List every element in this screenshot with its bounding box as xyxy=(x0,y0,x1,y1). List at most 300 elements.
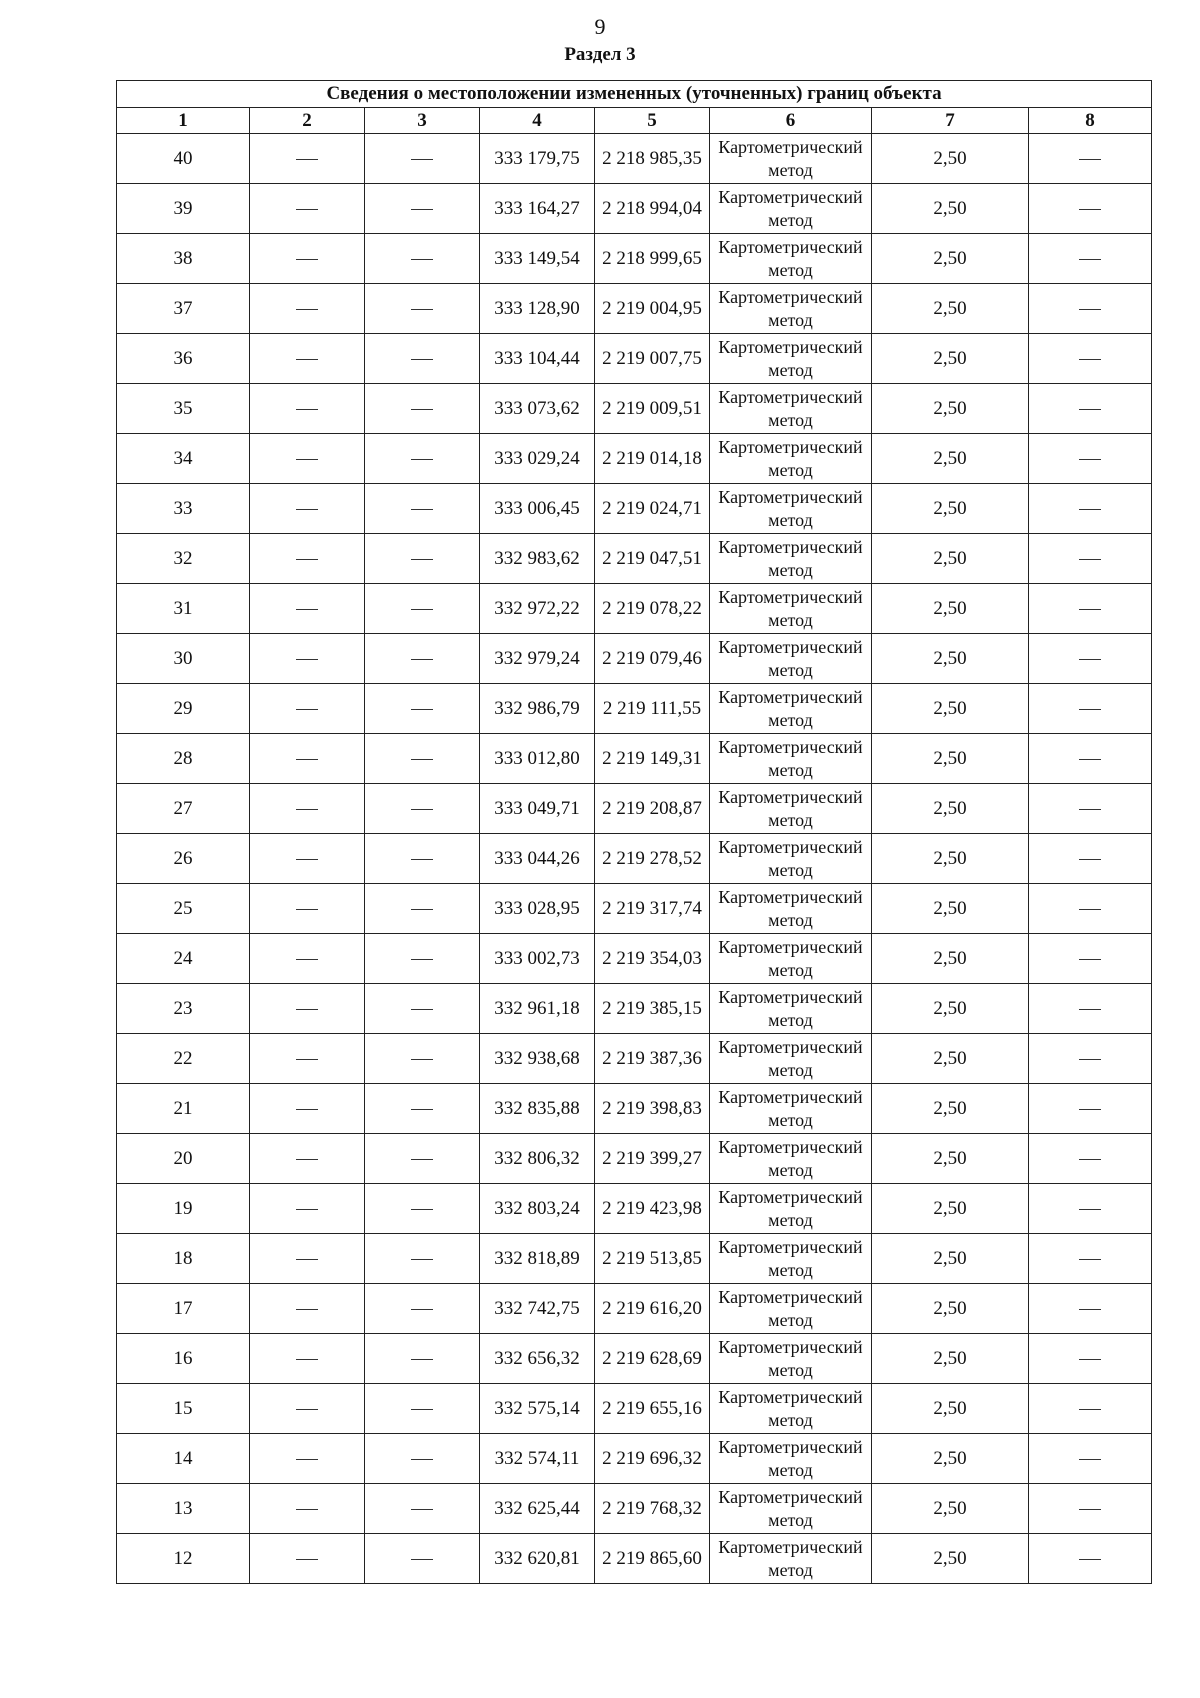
point-number: 40 xyxy=(117,134,250,184)
coordinate-x: 333 028,95 xyxy=(480,884,595,934)
col2-empty xyxy=(250,284,365,334)
dash-mark xyxy=(296,209,318,210)
determination-method: Картометрический метод xyxy=(710,434,872,484)
accuracy-value: 2,50 xyxy=(872,1234,1029,1284)
col8-empty xyxy=(1029,1384,1152,1434)
col8-empty xyxy=(1029,234,1152,284)
point-number: 12 xyxy=(117,1534,250,1584)
coordinate-y: 2 219 655,16 xyxy=(595,1384,710,1434)
dash-mark xyxy=(1079,259,1101,260)
point-number: 26 xyxy=(117,834,250,884)
coordinate-x: 332 742,75 xyxy=(480,1284,595,1334)
determination-method: Картометрический метод xyxy=(710,334,872,384)
col3-empty xyxy=(365,834,480,884)
dash-mark xyxy=(296,1309,318,1310)
dash-mark xyxy=(1079,309,1101,310)
point-number: 13 xyxy=(117,1484,250,1534)
column-number-6: 6 xyxy=(710,108,872,134)
dash-mark xyxy=(411,909,433,910)
determination-method: Картометрический метод xyxy=(710,1334,872,1384)
accuracy-value: 2,50 xyxy=(872,334,1029,384)
coordinate-y: 2 219 385,15 xyxy=(595,984,710,1034)
dash-mark xyxy=(411,1509,433,1510)
dash-mark xyxy=(411,509,433,510)
determination-method: Картометрический метод xyxy=(710,934,872,984)
dash-mark xyxy=(411,809,433,810)
col3-empty xyxy=(365,1034,480,1084)
col3-empty xyxy=(365,1484,480,1534)
column-number-8: 8 xyxy=(1029,108,1152,134)
col3-empty xyxy=(365,1334,480,1384)
point-number: 23 xyxy=(117,984,250,1034)
table-row xyxy=(117,184,1152,234)
col2-empty xyxy=(250,484,365,534)
col3-empty xyxy=(365,184,480,234)
coordinate-x: 332 983,62 xyxy=(480,534,595,584)
dash-mark xyxy=(411,1309,433,1310)
col2-empty xyxy=(250,634,365,684)
col3-empty xyxy=(365,1434,480,1484)
col2-empty xyxy=(250,584,365,634)
col8-empty xyxy=(1029,934,1152,984)
dash-mark xyxy=(1079,859,1101,860)
coordinate-y: 2 218 994,04 xyxy=(595,184,710,234)
col2-empty xyxy=(250,434,365,484)
determination-method: Картометрический метод xyxy=(710,684,872,734)
determination-method: Картометрический метод xyxy=(710,1134,872,1184)
col3-empty xyxy=(365,584,480,634)
col3-empty xyxy=(365,984,480,1034)
column-number-2: 2 xyxy=(250,108,365,134)
dash-mark xyxy=(411,1109,433,1110)
dash-mark xyxy=(411,1459,433,1460)
point-number: 19 xyxy=(117,1184,250,1234)
coordinate-x: 332 972,22 xyxy=(480,584,595,634)
col2-empty xyxy=(250,534,365,584)
col2-empty xyxy=(250,384,365,434)
col8-empty xyxy=(1029,334,1152,384)
coordinate-y: 2 219 111,55 xyxy=(595,684,710,734)
point-number: 17 xyxy=(117,1284,250,1334)
determination-method: Картометрический метод xyxy=(710,184,872,234)
column-number-3: 3 xyxy=(365,108,480,134)
coordinate-x: 332 803,24 xyxy=(480,1184,595,1234)
table-row xyxy=(117,1134,1152,1184)
accuracy-value: 2,50 xyxy=(872,1084,1029,1134)
col2-empty xyxy=(250,1034,365,1084)
dash-mark xyxy=(296,359,318,360)
dash-mark xyxy=(296,1259,318,1260)
coordinate-x: 333 164,27 xyxy=(480,184,595,234)
coordinate-x: 333 002,73 xyxy=(480,934,595,984)
coordinate-y: 2 219 078,22 xyxy=(595,584,710,634)
accuracy-value: 2,50 xyxy=(872,284,1029,334)
accuracy-value: 2,50 xyxy=(872,984,1029,1034)
point-number: 30 xyxy=(117,634,250,684)
col2-empty xyxy=(250,784,365,834)
coordinate-x: 332 575,14 xyxy=(480,1384,595,1434)
coordinate-y: 2 219 354,03 xyxy=(595,934,710,984)
column-number-row xyxy=(117,108,1152,134)
coordinate-y: 2 218 985,35 xyxy=(595,134,710,184)
point-number: 22 xyxy=(117,1034,250,1084)
accuracy-value: 2,50 xyxy=(872,384,1029,434)
coordinate-y: 2 219 423,98 xyxy=(595,1184,710,1234)
dash-mark xyxy=(411,309,433,310)
accuracy-value: 2,50 xyxy=(872,1334,1029,1384)
point-number: 35 xyxy=(117,384,250,434)
col2-empty xyxy=(250,1384,365,1434)
col8-empty xyxy=(1029,184,1152,234)
coordinate-x: 333 044,26 xyxy=(480,834,595,884)
dash-mark xyxy=(411,1259,433,1260)
col8-empty xyxy=(1029,434,1152,484)
table-row xyxy=(117,984,1152,1034)
column-number-4: 4 xyxy=(480,108,595,134)
dash-mark xyxy=(1079,1109,1101,1110)
col2-empty xyxy=(250,934,365,984)
col3-empty xyxy=(365,1534,480,1584)
dash-mark xyxy=(296,309,318,310)
col3-empty xyxy=(365,1084,480,1134)
col3-empty xyxy=(365,1384,480,1434)
coordinate-y: 2 219 004,95 xyxy=(595,284,710,334)
coordinate-x: 333 179,75 xyxy=(480,134,595,184)
col3-empty xyxy=(365,684,480,734)
accuracy-value: 2,50 xyxy=(872,534,1029,584)
col8-empty xyxy=(1029,384,1152,434)
dash-mark xyxy=(1079,409,1101,410)
table-row xyxy=(117,584,1152,634)
dash-mark xyxy=(411,659,433,660)
determination-method: Картометрический метод xyxy=(710,584,872,634)
dash-mark xyxy=(1079,959,1101,960)
coordinate-y: 2 219 696,32 xyxy=(595,1434,710,1484)
col2-empty xyxy=(250,684,365,734)
coordinate-y: 2 219 628,69 xyxy=(595,1334,710,1384)
dash-mark xyxy=(411,959,433,960)
determination-method: Картометрический метод xyxy=(710,1084,872,1134)
accuracy-value: 2,50 xyxy=(872,1184,1029,1234)
col3-empty xyxy=(365,334,480,384)
point-number: 31 xyxy=(117,584,250,634)
col8-empty xyxy=(1029,534,1152,584)
col2-empty xyxy=(250,1484,365,1534)
col2-empty xyxy=(250,734,365,784)
table-row xyxy=(117,1484,1152,1534)
col3-empty xyxy=(365,884,480,934)
determination-method: Картометрический метод xyxy=(710,634,872,684)
dash-mark xyxy=(1079,1059,1101,1060)
coordinate-x: 333 149,54 xyxy=(480,234,595,284)
point-number: 34 xyxy=(117,434,250,484)
col8-empty xyxy=(1029,684,1152,734)
dash-mark xyxy=(411,1159,433,1160)
dash-mark xyxy=(411,209,433,210)
col3-empty xyxy=(365,734,480,784)
dash-mark xyxy=(411,859,433,860)
table-row xyxy=(117,734,1152,784)
point-number: 14 xyxy=(117,1434,250,1484)
dash-mark xyxy=(411,259,433,260)
col8-empty xyxy=(1029,1534,1152,1584)
determination-method: Картометрический метод xyxy=(710,734,872,784)
dash-mark xyxy=(1079,559,1101,560)
col8-empty xyxy=(1029,1134,1152,1184)
dash-mark xyxy=(411,1409,433,1410)
dash-mark xyxy=(296,809,318,810)
dash-mark xyxy=(1079,909,1101,910)
column-number-5: 5 xyxy=(595,108,710,134)
col8-empty xyxy=(1029,284,1152,334)
point-number: 29 xyxy=(117,684,250,734)
accuracy-value: 2,50 xyxy=(872,434,1029,484)
col3-empty xyxy=(365,384,480,434)
dash-mark xyxy=(1079,1409,1101,1410)
dash-mark xyxy=(411,459,433,460)
col3-empty xyxy=(365,1234,480,1284)
table-body xyxy=(117,134,1152,1584)
accuracy-value: 2,50 xyxy=(872,834,1029,884)
col8-empty xyxy=(1029,1284,1152,1334)
col2-empty xyxy=(250,884,365,934)
coordinate-x: 333 012,80 xyxy=(480,734,595,784)
coordinate-x: 333 006,45 xyxy=(480,484,595,534)
determination-method: Картометрический метод xyxy=(710,1034,872,1084)
dash-mark xyxy=(411,1059,433,1060)
accuracy-value: 2,50 xyxy=(872,134,1029,184)
coordinate-x: 332 961,18 xyxy=(480,984,595,1034)
determination-method: Картометрический метод xyxy=(710,1434,872,1484)
coordinate-y: 2 219 014,18 xyxy=(595,434,710,484)
determination-method: Картометрический метод xyxy=(710,284,872,334)
dash-mark xyxy=(296,1359,318,1360)
point-number: 20 xyxy=(117,1134,250,1184)
coordinate-y: 2 219 208,87 xyxy=(595,784,710,834)
col2-empty xyxy=(250,1284,365,1334)
accuracy-value: 2,50 xyxy=(872,884,1029,934)
dash-mark xyxy=(411,709,433,710)
dash-mark xyxy=(296,1109,318,1110)
point-number: 38 xyxy=(117,234,250,284)
point-number: 18 xyxy=(117,1234,250,1284)
coordinate-x: 333 104,44 xyxy=(480,334,595,384)
accuracy-value: 2,50 xyxy=(872,1384,1029,1434)
coordinate-x: 332 620,81 xyxy=(480,1534,595,1584)
table-row xyxy=(117,684,1152,734)
col8-empty xyxy=(1029,784,1152,834)
column-number-7: 7 xyxy=(872,108,1029,134)
table-row xyxy=(117,234,1152,284)
dash-mark xyxy=(1079,609,1101,610)
accuracy-value: 2,50 xyxy=(872,1534,1029,1584)
determination-method: Картометрический метод xyxy=(710,484,872,534)
col8-empty xyxy=(1029,834,1152,884)
col2-empty xyxy=(250,1134,365,1184)
dash-mark xyxy=(296,1459,318,1460)
point-number: 33 xyxy=(117,484,250,534)
point-number: 21 xyxy=(117,1084,250,1134)
col2-empty xyxy=(250,234,365,284)
dash-mark xyxy=(1079,759,1101,760)
point-number: 24 xyxy=(117,934,250,984)
dash-mark xyxy=(1079,709,1101,710)
coordinate-x: 333 049,71 xyxy=(480,784,595,834)
col8-empty xyxy=(1029,1184,1152,1234)
accuracy-value: 2,50 xyxy=(872,1434,1029,1484)
dash-mark xyxy=(296,1559,318,1560)
col2-empty xyxy=(250,1084,365,1134)
determination-method: Картометрический метод xyxy=(710,834,872,884)
determination-method: Картометрический метод xyxy=(710,1234,872,1284)
col8-empty xyxy=(1029,1334,1152,1384)
determination-method: Картометрический метод xyxy=(710,234,872,284)
col2-empty xyxy=(250,1234,365,1284)
determination-method: Картометрический метод xyxy=(710,884,872,934)
coordinate-y: 2 219 047,51 xyxy=(595,534,710,584)
dash-mark xyxy=(296,659,318,660)
table-row xyxy=(117,1334,1152,1384)
table-row xyxy=(117,384,1152,434)
coordinate-x: 332 938,68 xyxy=(480,1034,595,1084)
accuracy-value: 2,50 xyxy=(872,584,1029,634)
determination-method: Картометрический метод xyxy=(710,384,872,434)
accuracy-value: 2,50 xyxy=(872,234,1029,284)
col2-empty xyxy=(250,134,365,184)
dash-mark xyxy=(296,1059,318,1060)
col3-empty xyxy=(365,934,480,984)
determination-method: Картометрический метод xyxy=(710,1284,872,1334)
coordinate-x: 332 835,88 xyxy=(480,1084,595,1134)
accuracy-value: 2,50 xyxy=(872,634,1029,684)
coordinate-y: 2 219 024,71 xyxy=(595,484,710,534)
col2-empty xyxy=(250,834,365,884)
dash-mark xyxy=(1079,459,1101,460)
col3-empty xyxy=(365,484,480,534)
col8-empty xyxy=(1029,484,1152,534)
col2-empty xyxy=(250,334,365,384)
page-number: 9 xyxy=(594,14,606,39)
coordinate-x: 332 806,32 xyxy=(480,1134,595,1184)
determination-method: Картометрический метод xyxy=(710,134,872,184)
table-row xyxy=(117,1284,1152,1334)
table-row xyxy=(117,634,1152,684)
table-row xyxy=(117,884,1152,934)
dash-mark xyxy=(1079,1159,1101,1160)
dash-mark xyxy=(296,459,318,460)
table-row xyxy=(117,834,1152,884)
dash-mark xyxy=(296,409,318,410)
col8-empty xyxy=(1029,634,1152,684)
determination-method: Картометрический метод xyxy=(710,984,872,1034)
dash-mark xyxy=(411,1559,433,1560)
dash-mark xyxy=(1079,659,1101,660)
dash-mark xyxy=(411,1209,433,1210)
coordinate-x: 333 029,24 xyxy=(480,434,595,484)
table-caption: Сведения о местоположении измененных (уточненных) границ объекта xyxy=(117,81,1152,108)
table-row xyxy=(117,1534,1152,1584)
point-number: 39 xyxy=(117,184,250,234)
determination-method: Картометрический метод xyxy=(710,1484,872,1534)
dash-mark xyxy=(296,1409,318,1410)
dash-mark xyxy=(1079,1359,1101,1360)
col3-empty xyxy=(365,1134,480,1184)
dash-mark xyxy=(1079,1009,1101,1010)
col2-empty xyxy=(250,1534,365,1584)
coordinate-y: 2 219 399,27 xyxy=(595,1134,710,1184)
col2-empty xyxy=(250,184,365,234)
table-row xyxy=(117,1034,1152,1084)
dash-mark xyxy=(1079,1459,1101,1460)
dash-mark xyxy=(296,509,318,510)
accuracy-value: 2,50 xyxy=(872,684,1029,734)
col8-empty xyxy=(1029,884,1152,934)
table-row xyxy=(117,334,1152,384)
accuracy-value: 2,50 xyxy=(872,484,1029,534)
coordinate-x: 332 625,44 xyxy=(480,1484,595,1534)
table-row xyxy=(117,434,1152,484)
section-title: Раздел 3 xyxy=(564,44,636,65)
point-number: 37 xyxy=(117,284,250,334)
accuracy-value: 2,50 xyxy=(872,934,1029,984)
coordinate-y: 2 219 009,51 xyxy=(595,384,710,434)
dash-mark xyxy=(411,559,433,560)
dash-mark xyxy=(296,559,318,560)
point-number: 28 xyxy=(117,734,250,784)
col2-empty xyxy=(250,1334,365,1384)
dash-mark xyxy=(1079,509,1101,510)
coordinate-y: 2 219 007,75 xyxy=(595,334,710,384)
col8-empty xyxy=(1029,1034,1152,1084)
dash-mark xyxy=(411,609,433,610)
point-number: 36 xyxy=(117,334,250,384)
boundary-coordinates-table xyxy=(116,80,1152,1584)
dash-mark xyxy=(296,859,318,860)
determination-method: Картометрический метод xyxy=(710,1184,872,1234)
dash-mark xyxy=(296,959,318,960)
dash-mark xyxy=(296,1509,318,1510)
accuracy-value: 2,50 xyxy=(872,1134,1029,1184)
dash-mark xyxy=(411,759,433,760)
coordinate-y: 2 219 079,46 xyxy=(595,634,710,684)
determination-method: Картометрический метод xyxy=(710,534,872,584)
table-row xyxy=(117,534,1152,584)
coordinate-x: 332 818,89 xyxy=(480,1234,595,1284)
coordinate-x: 332 574,11 xyxy=(480,1434,595,1484)
point-number: 16 xyxy=(117,1334,250,1384)
table-row xyxy=(117,134,1152,184)
dash-mark xyxy=(1079,1209,1101,1210)
coordinate-y: 2 219 387,36 xyxy=(595,1034,710,1084)
table-row xyxy=(117,284,1152,334)
point-number: 15 xyxy=(117,1384,250,1434)
col8-empty xyxy=(1029,984,1152,1034)
dash-mark xyxy=(296,609,318,610)
col3-empty xyxy=(365,434,480,484)
dash-mark xyxy=(1079,1259,1101,1260)
table-row xyxy=(117,484,1152,534)
dash-mark xyxy=(1079,1509,1101,1510)
col3-empty xyxy=(365,284,480,334)
dash-mark xyxy=(1079,209,1101,210)
coordinate-y: 2 219 317,74 xyxy=(595,884,710,934)
dash-mark xyxy=(296,1209,318,1210)
dash-mark xyxy=(296,759,318,760)
dash-mark xyxy=(296,1159,318,1160)
coordinate-x: 333 128,90 xyxy=(480,284,595,334)
dash-mark xyxy=(411,359,433,360)
col2-empty xyxy=(250,984,365,1034)
